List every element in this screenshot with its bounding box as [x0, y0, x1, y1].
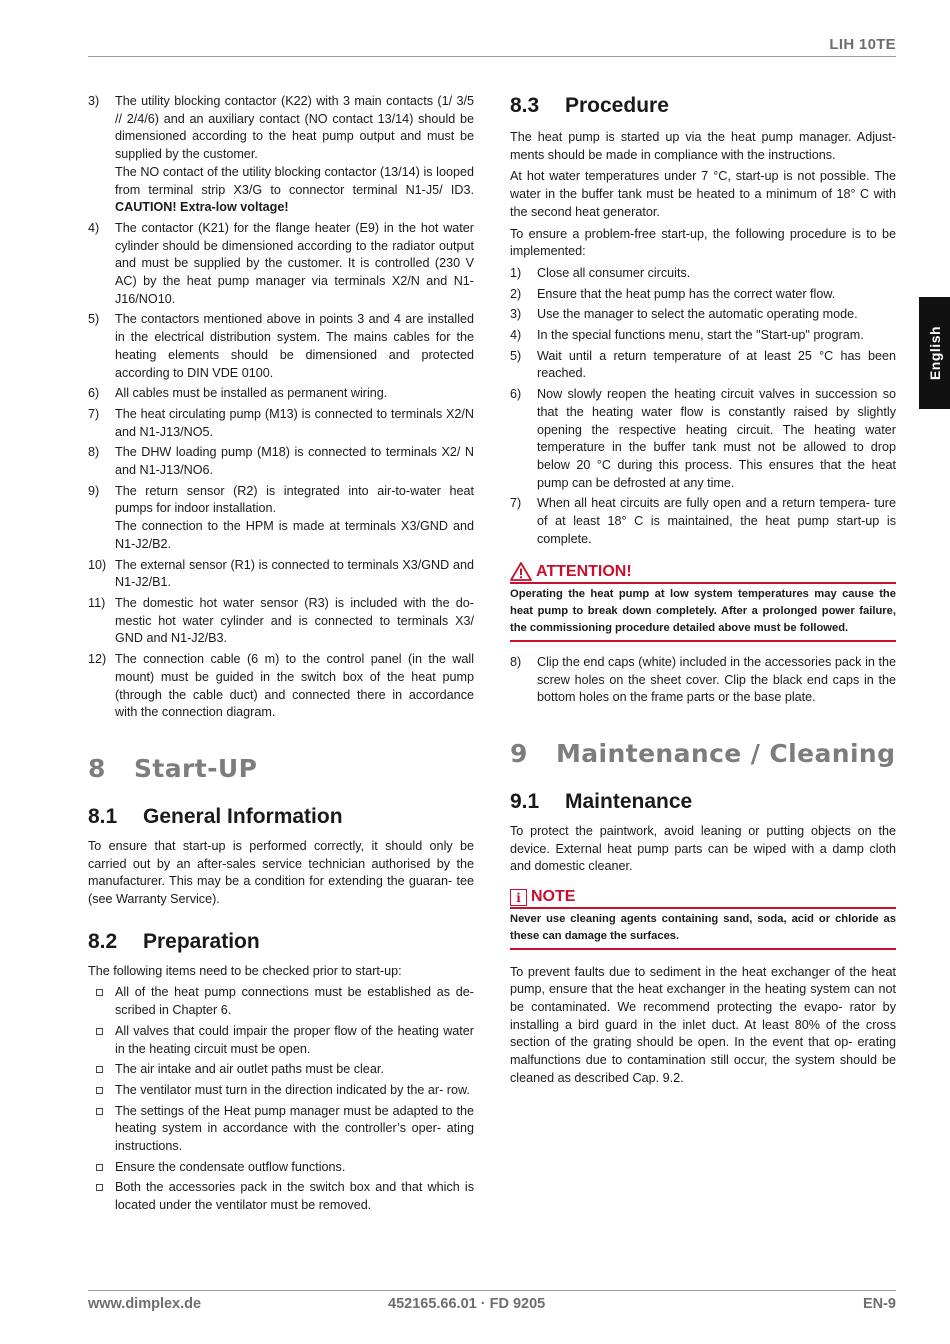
info-icon: i — [510, 889, 527, 906]
section-number: 8.2 — [88, 929, 118, 953]
item-text: The contactor (K21) for the flange heater (E9) in the hot water cylinder should be dimensioned according to the radiator output and must be supplied by the customer. It is controlled (230 V AC) by the heat pump manager via terminals X2/N and N1-J16/NO10. — [115, 220, 474, 306]
section-title: Maintenance — [565, 789, 693, 813]
item-text: The return sensor (R2) is integrated into air-to-water heat pumps for indoor installation. — [115, 483, 474, 516]
item-number: 6) — [88, 386, 100, 401]
list-item — [88, 220, 474, 309]
procedure-step — [510, 386, 896, 492]
item-text: The contactors mentioned above in points 3 and 4 are installed in the electrical distribution system. The mains cables for the heating elements should be dimensioned and protected according to DIN VDE 0100. — [115, 312, 474, 380]
list-item — [88, 406, 474, 441]
step-text: Close all consumer circuits. — [537, 265, 691, 280]
general-information-text: To ensure that start-up is performed correctly, it should only be carried out by an after-sales service technician authorised by the manufacturer. This may be a condition for extending the guaran- tee (see Warranty Service). — [88, 838, 474, 907]
step-number: 3) — [510, 307, 522, 322]
checklist-item: The air intake and air outlet paths must be clear. — [88, 1061, 474, 1079]
step-number: 7) — [510, 496, 522, 511]
language-tab — [919, 297, 950, 409]
square-bullet-icon — [96, 1108, 103, 1115]
caution-text: CAUTION! Extra-low voltage! — [115, 200, 289, 215]
header-rule — [88, 56, 896, 57]
section-number: 8.3 — [510, 94, 540, 117]
item-text: The external sensor (R1) is connected to terminals X3/GND and N1-J2/B1. — [115, 557, 474, 590]
step-number: 4) — [510, 328, 522, 343]
note-header — [510, 888, 896, 909]
step-number: 6) — [510, 387, 522, 402]
step-text: Wait until a return temperature of at least 25 °C has been reached. — [537, 348, 896, 381]
chapter-title: Start-UP — [134, 753, 258, 783]
item-text: The DHW loading pump (M18) is connected to terminals X2/ N and N1-J13/NO6. — [115, 445, 474, 478]
maintenance-text-1: To protect the paintwork, avoid leaning or putting objects on the device. External heat pump parts can be wiped with a damp cloth and domestic cleaner. — [510, 823, 896, 874]
square-bullet-icon — [96, 989, 103, 996]
item-text: The heat circulating pump (M13) is connected to terminals X2/N and N1-J13/NO5. — [115, 406, 474, 439]
procedure-step — [510, 654, 896, 707]
item-continuation: The connection to the HPM is made at terminals X3/GND and N1-J2/B2. — [115, 519, 474, 551]
section-8-2-heading — [88, 929, 474, 955]
item-number: 3) — [88, 94, 100, 108]
section-title: Procedure — [565, 94, 669, 117]
procedure-step — [510, 348, 896, 383]
section-title: Preparation — [143, 929, 260, 953]
procedure-text-3: To ensure a problem-free start-up, the following procedure is to be implemented: — [510, 226, 896, 259]
item-number: 8) — [88, 445, 100, 460]
chapter-number: 9 — [510, 738, 528, 768]
checklist-item: Both the accessories pack in the switch box and that which is located under the ventilator must be removed. — [88, 1179, 474, 1214]
list-item — [88, 651, 474, 722]
step-number: 2) — [510, 286, 522, 301]
procedure-text-2: At hot water temperatures under 7 °C, start-up is not possible. The water in the buffer tank must be heated to a minimum of 18° C with the second heat generator. — [510, 169, 896, 219]
wiring-list — [88, 93, 474, 722]
attention-text: Operating the heat pump at low system temperatures may cause the heat pump to break down completely. After a prolonged power failure, the commissioning procedure detailed above must be followed. — [510, 584, 896, 641]
item-number: 9) — [88, 483, 100, 498]
note-title: NOTE — [531, 888, 576, 906]
checklist-item: The settings of the Heat pump manager must be adapted to the heating system in accordance with the controller’s oper- ating instructions. — [88, 1103, 474, 1156]
footer-page-number: EN-9 — [862, 1296, 896, 1312]
section-title: General Information — [143, 804, 343, 828]
step-text: In the special functions menu, start the "Start-up" program. — [537, 328, 864, 343]
item-number: 10) — [88, 557, 107, 572]
item-continuation: The NO contact of the utility blocking contactor (13/14) is looped from terminal strip X3/G to connector terminal N1-J5/ ID3. CAUTION! Extra-low voltage! — [115, 164, 474, 215]
right-column — [510, 93, 896, 1092]
square-bullet-icon — [96, 1066, 103, 1073]
list-item — [88, 483, 474, 554]
step-text: Ensure that the heat pump has the correct water flow. — [537, 286, 836, 301]
footer-rule — [88, 1290, 896, 1291]
left-column — [88, 93, 474, 1218]
item-number: 5) — [88, 312, 100, 327]
step-number: 5) — [510, 348, 522, 363]
item-number: 7) — [88, 406, 100, 421]
procedure-step — [510, 265, 896, 283]
attention-title: ATTENTION! — [536, 563, 632, 581]
procedure-step — [510, 286, 896, 304]
chapter-9-heading — [510, 739, 896, 769]
item-text: The utility blocking contactor (K22) with 3 main contacts (1/ 3/5 // 2/4/6) and an auxiliary contact (NO contact 13/14) should be dimensioned according to the heat pump output and must be supplied by the customer. — [115, 94, 474, 162]
step-number: 8) — [510, 654, 522, 669]
step-text: When all heat circuits are fully open and a return tempera- ture of at least 18° C is maintained, the heat pump start-up is complete. — [537, 496, 896, 546]
checklist-item: Ensure the condensate outflow functions. — [88, 1159, 474, 1177]
note-text: Never use cleaning agents containing sand, soda, acid or chloride as these can damage the surfaces. — [510, 909, 896, 950]
maintenance-text-2: To prevent faults due to sediment in the heat exchanger of the heat pump, ensure that the heat exchanger in the heating system can not be contaminated. We recommend protecting the evapo- rator by installing a bird guard in the inlet duct. At least 80% of the cross section of the grating should be open. In the event that op- erating malfunctions due to contamination still occur, the system should be cleaned as described Cap. 9.2. — [510, 964, 896, 1085]
square-bullet-icon — [96, 1028, 103, 1035]
step-number: 1) — [510, 265, 522, 280]
procedure-step — [510, 495, 896, 548]
square-bullet-icon — [96, 1164, 103, 1171]
list-item — [88, 385, 474, 403]
checklist-item: The ventilator must turn in the direction indicated by the ar- row. — [88, 1082, 474, 1100]
section-number: 8.1 — [88, 804, 118, 828]
note-box — [510, 888, 896, 950]
procedure-steps-continued — [510, 654, 896, 707]
attention-header — [510, 562, 896, 584]
footer-website-link[interactable]: www.dimplex.de — [88, 1296, 202, 1312]
footer-doc-number: 452165.66.01 · FD 9205 — [388, 1296, 546, 1312]
list-item — [88, 93, 474, 217]
square-bullet-icon — [96, 1087, 103, 1094]
preparation-checklist — [88, 984, 474, 1214]
warning-triangle-icon — [510, 562, 532, 581]
header-model: LIH 10TE — [829, 36, 896, 53]
item-text: The connection cable (6 m) to the control panel (in the wall mount) must be guided in the switch box of the heat pump (through the cable duct) and connected there in accordance with the connection diagram. — [115, 652, 474, 720]
list-item — [88, 595, 474, 648]
language-tab-label: English — [926, 325, 943, 381]
section-8-3-heading — [510, 93, 896, 119]
list-item — [88, 557, 474, 592]
list-item — [88, 311, 474, 382]
preparation-intro: The following items need to be checked prior to start-up: — [88, 963, 402, 978]
item-number: 11) — [88, 595, 106, 610]
procedure-step — [510, 306, 896, 324]
procedure-step — [510, 327, 896, 345]
checklist-item: All of the heat pump connections must be established as de- scribed in Chapter 6. — [88, 984, 474, 1019]
section-8-1-heading — [88, 804, 474, 830]
step-text: Now slowly reopen the heating circuit valves in succession so that the heating water flow is constantly raised by slightly opening the respective heating circuit. The heating water temperature in the buffer tank must not be allowed to drop below 20 °C during this process. This ensures that the heat pump can be defrosted at any time. — [537, 387, 896, 490]
square-bullet-icon — [96, 1184, 103, 1191]
procedure-text-1: The heat pump is started up via the heat pump manager. Adjust- ments should be made in compliance with the instructions. — [510, 130, 896, 162]
item-text: All cables must be installed as permanent wiring. — [115, 386, 388, 401]
section-number: 9.1 — [510, 789, 540, 813]
step-text: Use the manager to select the automatic operating mode. — [537, 307, 858, 322]
item-number: 12) — [88, 652, 107, 667]
item-number: 4) — [88, 220, 100, 235]
item-text: The domestic hot water sensor (R3) is included with the do- mestic hot water cylinder and is connected to terminals X3/ GND and N1-J2/B3. — [115, 595, 474, 646]
chapter-number: 8 — [88, 753, 106, 783]
checklist-item: All valves that could impair the proper flow of the heating water in the heating circuit must be open. — [88, 1023, 474, 1058]
list-item — [88, 444, 474, 479]
attention-box — [510, 562, 896, 641]
chapter-8-heading — [88, 754, 474, 784]
step-text: Clip the end caps (white) included in the accessories pack in the screw holes on the sheet cover. Clip the black end caps in the bottom holes on the frame parts or the base plate. — [537, 654, 896, 705]
procedure-steps — [510, 265, 896, 549]
chapter-title: Maintenance / Cleaning — [556, 738, 896, 768]
section-9-1-heading — [510, 789, 896, 815]
